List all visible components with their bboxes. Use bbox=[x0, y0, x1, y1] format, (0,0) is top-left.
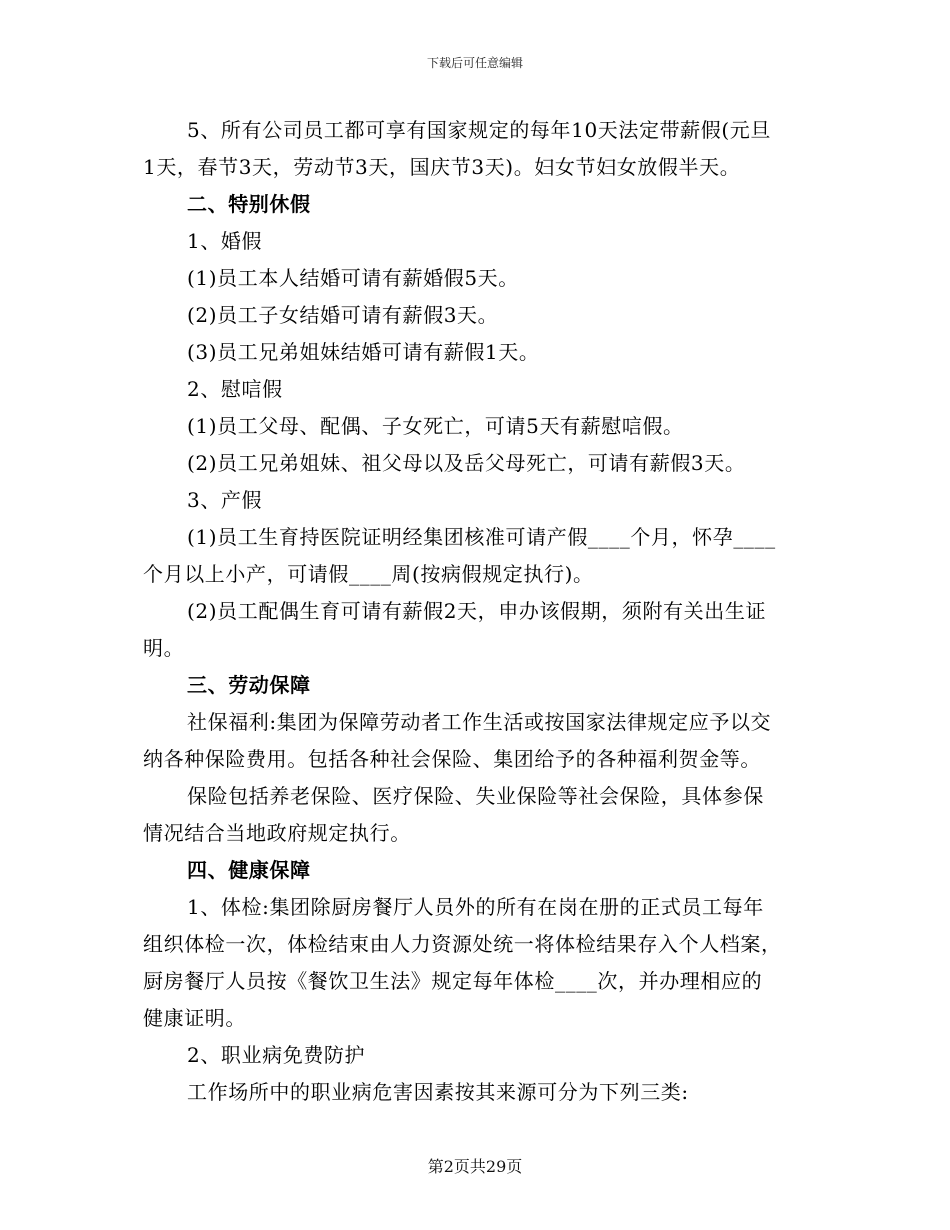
page-footer: 第2页共29页 bbox=[427, 1157, 523, 1176]
paragraph-line: 3、产假 bbox=[187, 488, 263, 512]
paragraph-line: 工作场所中的职业病危害因素按其来源可分为下列三类: bbox=[187, 1080, 689, 1104]
paragraph-line: (2)员工兄弟姐妹、祖父母以及岳父母死亡，可请有薪假3天。 bbox=[187, 451, 746, 475]
paragraph-line: 1、体检:集团除厨房餐厅人员外的所有在岗在册的正式员工每年 bbox=[187, 895, 764, 919]
paragraph-line: 个月以上小产，可请假____周(按病假规定执行)。 bbox=[143, 562, 594, 586]
section-heading: 四、健康保障 bbox=[187, 858, 311, 882]
paragraph-line: 社保福利:集团为保障劳动者工作生活或按国家法律规定应予以交 bbox=[187, 710, 772, 734]
document-body bbox=[143, 112, 806, 1111]
paragraph-line: 健康证明。 bbox=[143, 1006, 246, 1030]
page-header-note: 下载后可任意编辑 bbox=[426, 56, 523, 70]
paragraph-line: (1)员工本人结婚可请有薪婚假5天。 bbox=[187, 266, 519, 290]
paragraph-line: 1天，春节3天，劳动节3天，国庆节3天)。妇女节妇女放假半天。 bbox=[143, 155, 741, 179]
paragraph-line: 组织体检一次，体检结束由人力资源处统一将体检结果存入个人档案， bbox=[143, 932, 782, 956]
paragraph-line: 1、婚假 bbox=[187, 229, 263, 253]
paragraph-line: (1)员工父母、配偶、子女死亡，可请5天有薪慰唁假。 bbox=[187, 414, 684, 438]
paragraph-line: 厨房餐厅人员按《餐饮卫生法》规定每年体检____次，并办理相应的 bbox=[143, 969, 763, 993]
paragraph-line: 2、职业病免费防护 bbox=[187, 1043, 366, 1067]
paragraph-line: (2)员工子女结婚可请有薪假3天。 bbox=[187, 303, 499, 327]
paragraph-line: 纳各种保险费用。包括各种社会保险、集团给予的各种福利贺金等。 bbox=[143, 747, 761, 771]
paragraph-line: 明。 bbox=[143, 636, 185, 660]
paragraph-line: 5、所有公司员工都可享有国家规定的每年10天法定带薪假(元旦 bbox=[187, 118, 771, 142]
paragraph-line: (3)员工兄弟姐妹结婚可请有薪假1天。 bbox=[187, 340, 540, 364]
section-heading: 三、劳动保障 bbox=[187, 673, 311, 697]
paragraph-line: 保险包括养老保险、医疗保险、失业保险等社会保险，具体参保 bbox=[187, 784, 764, 808]
paragraph-line: (1)员工生育持医院证明经集团核准可请产假____个月，怀孕____ bbox=[187, 525, 776, 549]
paragraph-line: 2、慰唁假 bbox=[187, 377, 283, 401]
paragraph-line: 情况结合当地政府规定执行。 bbox=[143, 821, 411, 845]
section-heading: 二、特别休假 bbox=[187, 192, 311, 216]
paragraph-line: (2)员工配偶生育可请有薪假2天，申办该假期，须附有关出生证 bbox=[187, 599, 767, 623]
